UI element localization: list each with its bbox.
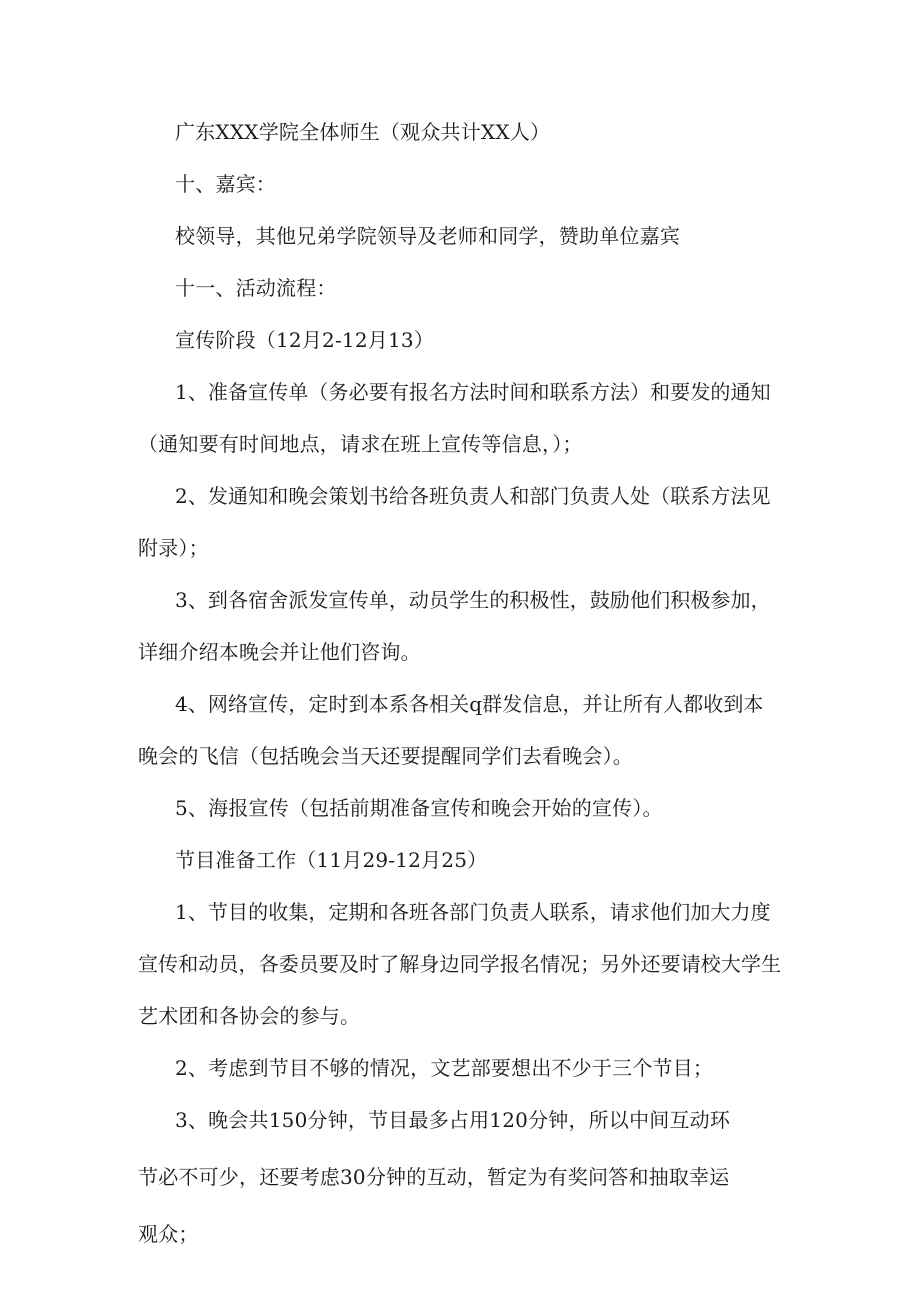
promotion-stage-heading: 宣传阶段（12月2-12月13）	[175, 328, 435, 352]
promotion-item-4-line-2: 晚会的飞信（包括晚会当天还要提醒同学们去看晚会）。	[138, 744, 633, 768]
guests-line: 校领导，其他兄弟学院领导及老师和同学，赞助单位嘉宾	[175, 224, 680, 248]
promotion-item-3-line-2: 详细介绍本晚会并让他们咨询。	[138, 640, 421, 664]
promotion-item-3-line-1: 3、到各宿舍派发宣传单，动员学生的积极性，鼓励他们积极参加，	[175, 588, 771, 612]
program-item-2: 2、考虑到节目不够的情况，文艺部要想出不少于三个节目；	[175, 1056, 714, 1080]
program-item-1-line-1: 1、节目的收集，定期和各班各部门负责人联系，请求他们加大力度	[175, 900, 771, 924]
program-prep-heading: 节目准备工作（11月29-12月25）	[175, 848, 488, 872]
promotion-item-2-line-2: 附录）；	[138, 536, 209, 560]
promotion-item-4-line-1: 4、网络宣传，定时到本系各相关q群发信息，并让所有人都收到本	[175, 692, 764, 716]
promotion-item-2-line-1: 2、发通知和晚会策划书给各班负责人和部门负责人处（联系方法见	[175, 484, 771, 508]
program-item-3-line-1: 3、晚会共150分钟，节目最多占用120分钟，所以中间互动环	[175, 1108, 731, 1132]
promotion-item-5: 5、海报宣传（包括前期准备宣传和晚会开始的宣传）。	[175, 796, 663, 820]
program-item-3-line-2: 节必不可少，还要考虑30分钟的互动，暂定为有奖问答和抽取幸运	[138, 1165, 730, 1189]
promotion-item-1-line-1: 1、准备宣传单（务必要有报名方法时间和联系方法）和要发的通知	[175, 380, 771, 404]
program-item-1-line-2: 宣传和动员，各委员要及时了解身边同学报名情况；另外还要请校大学生	[138, 952, 782, 976]
program-item-3-line-3: 观众；	[138, 1222, 199, 1246]
section-guests-heading: 十、嘉宾：	[175, 172, 276, 196]
audience-line: 广东XXX学院全体师生（观众共计XX人）	[175, 120, 551, 144]
promotion-item-1-line-2: （通知要有时间地点，请求在班上宣传等信息，）；	[138, 432, 583, 456]
section-flow-heading: 十一、活动流程：	[175, 276, 337, 300]
program-item-1-line-3: 艺术团和各协会的参与。	[138, 1004, 361, 1028]
